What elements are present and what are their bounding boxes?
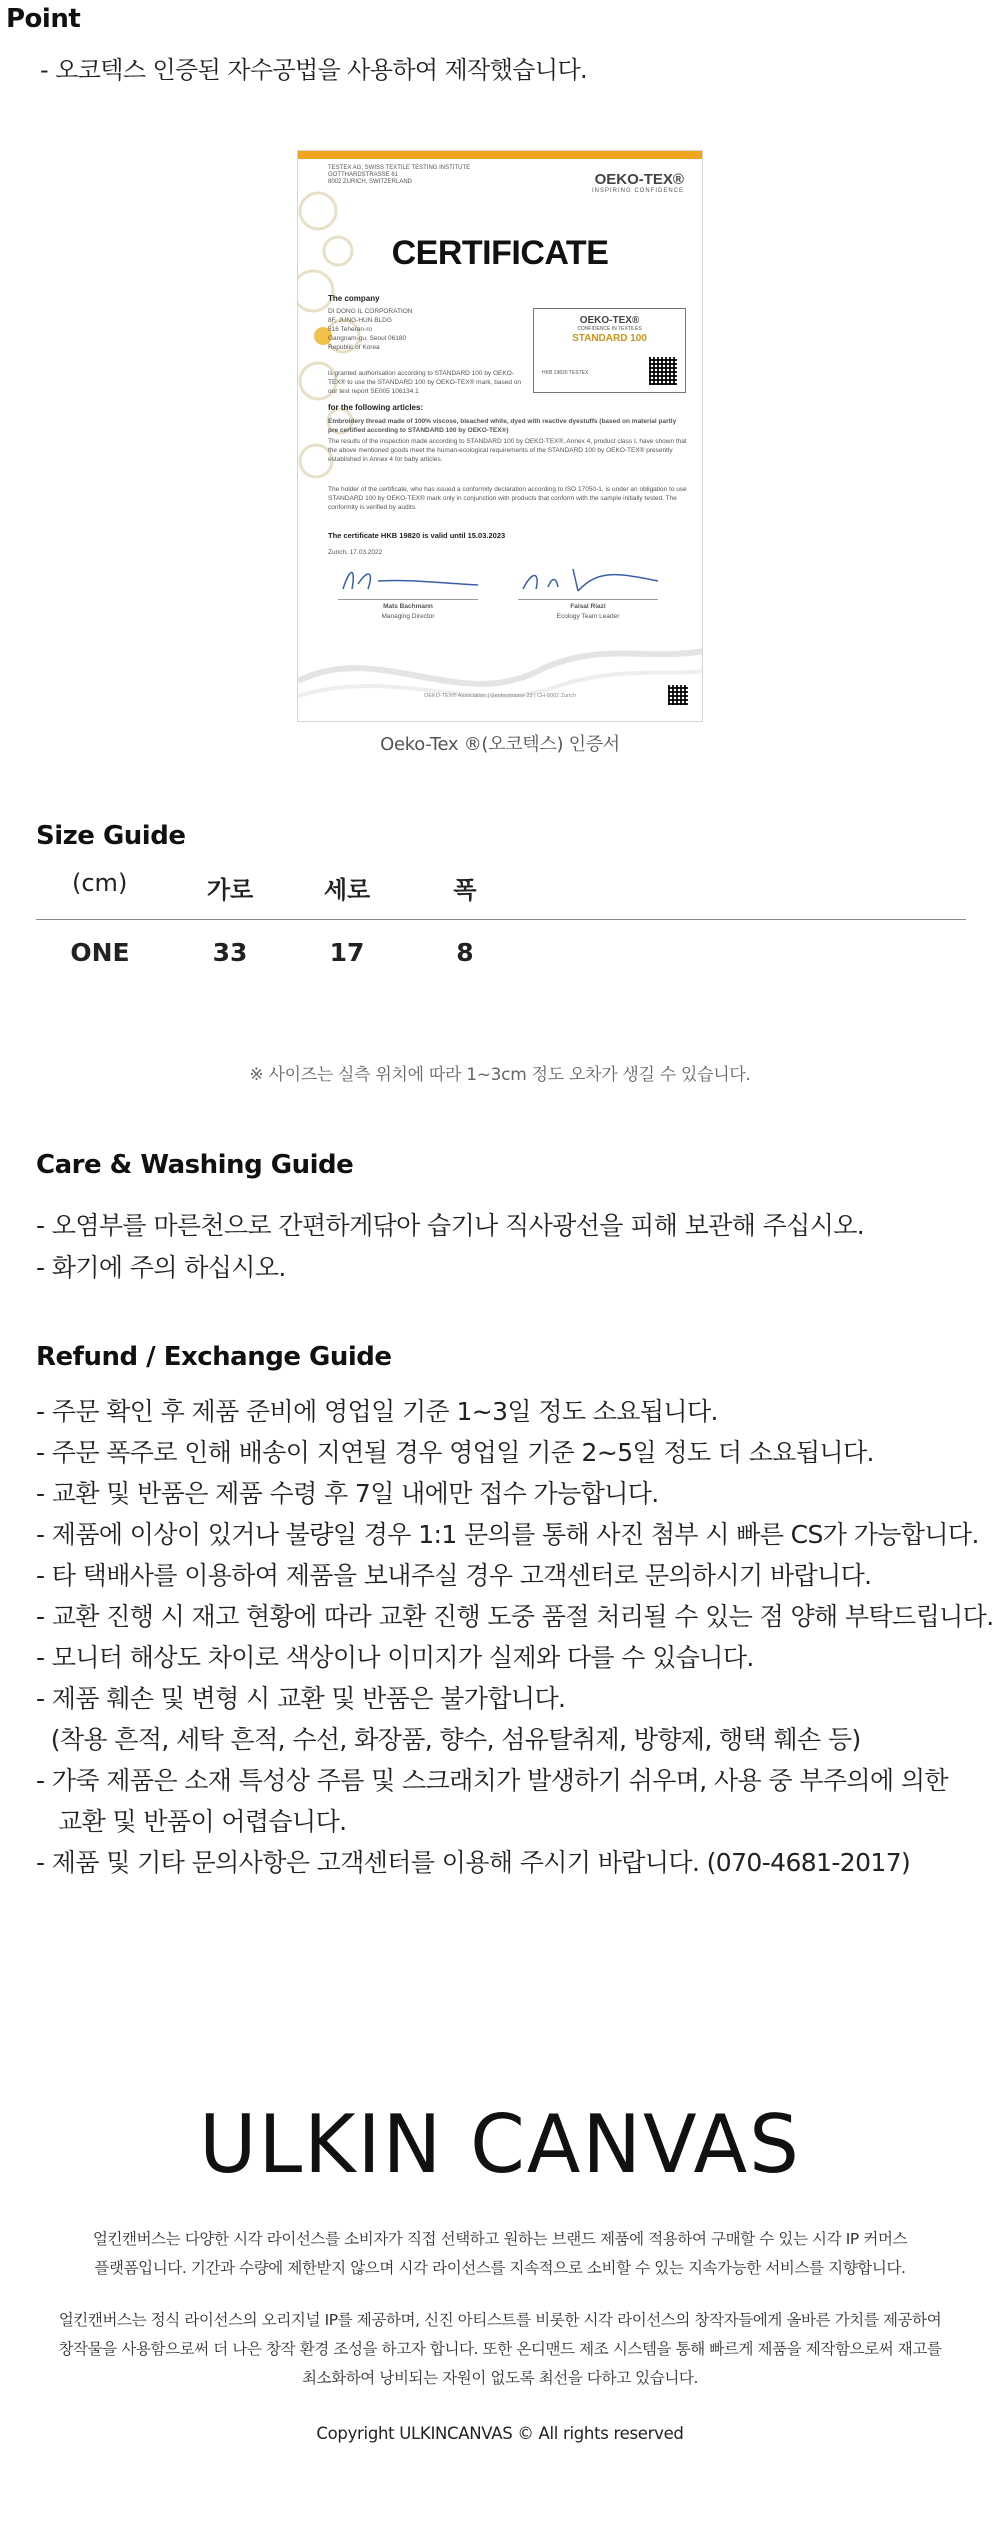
certificate-top-bar (298, 151, 702, 159)
certificate-place-date: Zurich, 17.03.2022 (328, 549, 383, 556)
footer-p2-line2: 창작물을 사용함으로써 더 나은 창작 환경 조성을 하고자 합니다. 또한 온디맨드 제조 시스템을 통해 빠르게 제품을 제작함으로써 재고를 (58, 2340, 942, 2358)
signature-2-icon (518, 559, 668, 599)
size-depth-value: 8 (456, 938, 474, 967)
size-width-header: 가로 (206, 876, 254, 904)
refund-line-6: - 교환 진행 시 재고 현황에 따라 교환 진행 도중 품절 처리될 수 있는 점 양해 부탁드립니다. (36, 1602, 994, 1631)
size-guide-title: Size Guide (36, 821, 186, 851)
care-line-2: - 화기에 주의 하십시오. (36, 1253, 286, 1282)
size-height-header: 세로 (323, 876, 371, 904)
refund-line-11: 교환 및 반품이 어렵습니다. (36, 1807, 347, 1836)
refund-line-2: - 주문 폭주로 인해 배송이 지연될 경우 영업일 기준 2~5일 정도 더 소요됩니다. (36, 1438, 874, 1467)
certificate-title: CERTIFICATE (391, 234, 609, 272)
certificate-holder: The holder of the certificate, who has issued a conformity declaration according to ISO 17050-1, is under an obligation to use STANDARD 100 by OEKO-TEX® mark only in conjunction with products that conform with the sample initially tested. The conformity is verified by audits. (328, 486, 687, 511)
label-qr-icon (649, 357, 677, 385)
signer-1-name: Mats Bachmann (383, 603, 433, 610)
certificate-qr-icon (668, 685, 688, 705)
oeko-tex-logo (592, 171, 684, 194)
oeko-tex-label (533, 308, 686, 393)
label-title: OEKO-TEX® (579, 315, 640, 326)
brand-logo: ULKIN CANVAS (199, 2098, 801, 2191)
footer-p1-line1: 얼킨캔버스는 다양한 시각 라이선스를 소비자가 직접 선택하고 원하는 브랜드 제품에 적용하여 구매할 수 있는 시각 IP 커머스 (92, 2230, 908, 2248)
footer-p1-line2: 플랫폼입니다. 기간과 수량에 제한받지 않으며 시각 라이선스를 지속적으로 소비할 수 있는 지속가능한 서비스를 지향합니다. (94, 2259, 906, 2277)
certificate-articles: Embroidery thread made of 100% viscose, bleached white, dyed with reactive dyestuffs (based on material partly pre certified according to STANDARD 100 by OEKO-TEX®) (328, 418, 677, 434)
size-depth-header: 폭 (453, 876, 477, 904)
refund-line-1: - 주문 확인 후 제품 준비에 영업일 기준 1~3일 정도 소요됩니다. (36, 1397, 718, 1426)
certificate-institute: TESTEX AG, SWISS TEXTILE TESTING INSTITUTE GOTTHARDSTRASSE 61 8002 ZURICH, SWITZERLAND (328, 165, 471, 185)
refund-line-4: - 제품에 이상이 있거나 불량일 경우 1:1 문의를 통해 사진 첨부 시 빠른 CS가 가능합니다. (36, 1520, 979, 1549)
point-description: - 오코텍스 인증된 자수공법을 사용하여 제작했습니다. (40, 56, 588, 84)
label-code: HKB 19820 TESTEX (542, 370, 589, 376)
size-unit-header: (cm) (72, 869, 128, 897)
point-title: Point (6, 4, 81, 34)
label-sub: CONFIDENCE IN TEXTILES (577, 326, 642, 332)
refund-line-12: - 제품 및 기타 문의사항은 고객센터를 이용해 주시기 바랍니다. (070-4681-2017) (36, 1848, 911, 1877)
certificate-company: DI DONG IL CORPORATION 8F, JUNG-HUN BLDG 516 Teheran-ro Gangnam-gu, Seoul 06180 Republic of Korea (328, 308, 413, 351)
signature-line-2 (518, 599, 658, 600)
refund-line-5: - 타 택배사를 이용하여 제품을 보내주실 경우 고객센터로 문의하시기 바랍니다. (36, 1561, 872, 1590)
size-height-value: 17 (329, 938, 365, 967)
refund-line-3: - 교환 및 반품은 제품 수령 후 7일 내에만 접수 가능합니다. (36, 1479, 659, 1508)
size-row-label: ONE (70, 938, 130, 967)
size-table-divider (36, 919, 966, 920)
certificate-grant-text: is granted authorisation according to STANDARD 100 by OEKO-TEX® to use the STANDARD 100 by OEKO-TEX® mark, based on our test report SE005 106134.1 (328, 370, 521, 395)
refund-guide-title: Refund / Exchange Guide (36, 1342, 392, 1372)
oeko-tex-certificate-image (297, 150, 703, 722)
label-standard: STANDARD 100 (572, 333, 647, 344)
signer-2-name: Faisal Riazi (570, 603, 606, 610)
copyright: Copyright ULKINCANVAS © All rights reserved (316, 2424, 684, 2443)
footer-p2-line1: 얼킨캔버스는 정식 라이선스의 오리지널 IP를 제공하며, 신진 아티스트를 비롯한 시각 라이선스의 창작자들에게 올바른 가치를 제공하여 (58, 2311, 942, 2329)
care-guide-title: Care & Washing Guide (36, 1150, 354, 1180)
footer-p2-line3: 최소화하여 낭비되는 자원이 없도록 최선을 다하고 있습니다. (301, 2369, 699, 2387)
signer-2-role: Ecology Team Leader (556, 613, 620, 620)
refund-line-7: - 모니터 해상도 차이로 색상이나 이미지가 실제와 다를 수 있습니다. (36, 1643, 754, 1672)
certificate-validity: The certificate HKB 19820 is valid until 15.03.2023 (328, 531, 506, 540)
footer-paragraph-1 (40, 2225, 960, 2283)
signature-1-icon (338, 559, 488, 599)
size-width-value: 33 (212, 938, 248, 967)
refund-line-8: - 제품 훼손 및 변형 시 교환 및 반품은 불가합니다. (36, 1684, 566, 1713)
signature-line-1 (338, 599, 478, 600)
refund-line-9: (착용 흔적, 세탁 흔적, 수선, 화장품, 향수, 섬유탈취제, 방향제, 행택 훼손 등) (36, 1725, 861, 1754)
refund-line-10: - 가죽 제품은 소재 특성상 주름 및 스크래치가 발생하기 쉬우며, 사용 중 부주의에 의한 (36, 1766, 948, 1795)
certificate-results: The results of the inspection made according to STANDARD 100 by OEKO-TEX®, Annex 4, product class I, have shown that the above mentioned goods meet the human-ecological requirements of the STANDARD 100 by OEKO-TEX® presently established in Annex 4 for baby articles. (328, 438, 687, 463)
certificate-footer: OEKO-TEX® Association | Genferstrasse 23 | CH-8002 Zurich (424, 693, 576, 699)
signer-1-role: Managing Director (381, 613, 435, 620)
care-line-1: - 오염부를 마른천으로 간편하게닦아 습기나 직사광선을 피해 보관해 주십시오. (36, 1211, 865, 1240)
oeko-tex-tagline: INSPIRING CONFIDENCE (591, 188, 684, 194)
certificate-caption: Oeko-Tex ®(오코텍스) 인증서 (380, 734, 620, 755)
certificate-articles-heading: for the following articles: (328, 403, 424, 412)
size-note: ※ 사이즈는 실측 위치에 따라 1~3cm 정도 오차가 생길 수 있습니다. (249, 1065, 751, 1085)
oeko-tex-logo-text: OEKO-TEX® (594, 171, 684, 188)
certificate-company-heading: The company (328, 294, 380, 303)
footer-paragraph-2 (40, 2306, 960, 2393)
